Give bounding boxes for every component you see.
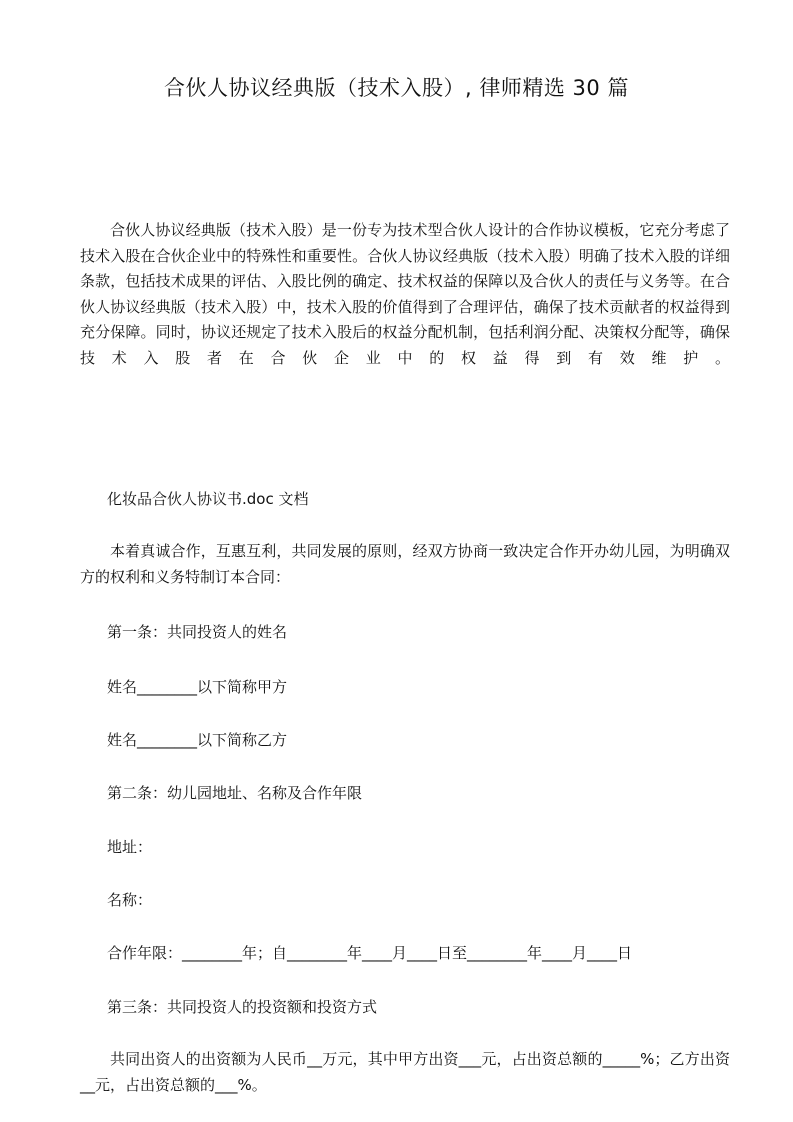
document-title: 合伙人协议经典版（技术入股）, 律师精选 30 篇 — [164, 76, 629, 100]
article-3-heading: 第三条：共同投资人的投资额和投资方式 — [107, 998, 378, 1016]
cooperation-term-line: 合作年限：________年；自________年____月____日至________年____月____日 — [107, 944, 633, 962]
article-1-heading: 第一条：共同投资人的姓名 — [107, 623, 288, 641]
party-b-name-line: 姓名________以下简称乙方 — [107, 731, 288, 749]
article-2-heading: 第二条：幼儿园地址、名称及合作年限 — [107, 784, 363, 802]
intro-paragraph: 合伙人协议经典版（技术入股）是一份专为技术型合伙人设计的合作协议模板，它充分考虑了技术入股在合伙企业中的特殊性和重要性。合伙人协议经典版（技术入股）明确了技术入股的详细条款，包括技术成果的评估、入股比例的确定、技术权益的保障以及合伙人的责任与义务等。在合伙人协议经典版（技术入股）中，技术入股的价值得到了合理评估，确保了技术贡献者的权益得到充分保障。同时，协议还规定了技术入股后的权益分配机制，包括利润分配、决策权分配等，确保技术入股者在合伙企业中的权益得到有效维护。 — [80, 221, 730, 367]
investment-paragraph: 共同出资人的出资额为人民币__万元，其中甲方出资___元，占出资总额的_____%；乙方出资__元，占出资总额的___%。 — [80, 1050, 730, 1094]
party-a-name-line: 姓名________以下简称甲方 — [107, 678, 288, 696]
address-line: 地址： — [107, 838, 153, 856]
kindergarten-name-line: 名称： — [107, 891, 153, 909]
preamble-paragraph: 本着真诚合作，互惠互利，共同发展的原则，经双方协商一致决定合作开办幼儿园，为明确双方的权利和义务特制订本合同： — [80, 542, 730, 586]
doc-name-line: 化妆品合伙人协议书.doc 文档 — [107, 490, 309, 508]
